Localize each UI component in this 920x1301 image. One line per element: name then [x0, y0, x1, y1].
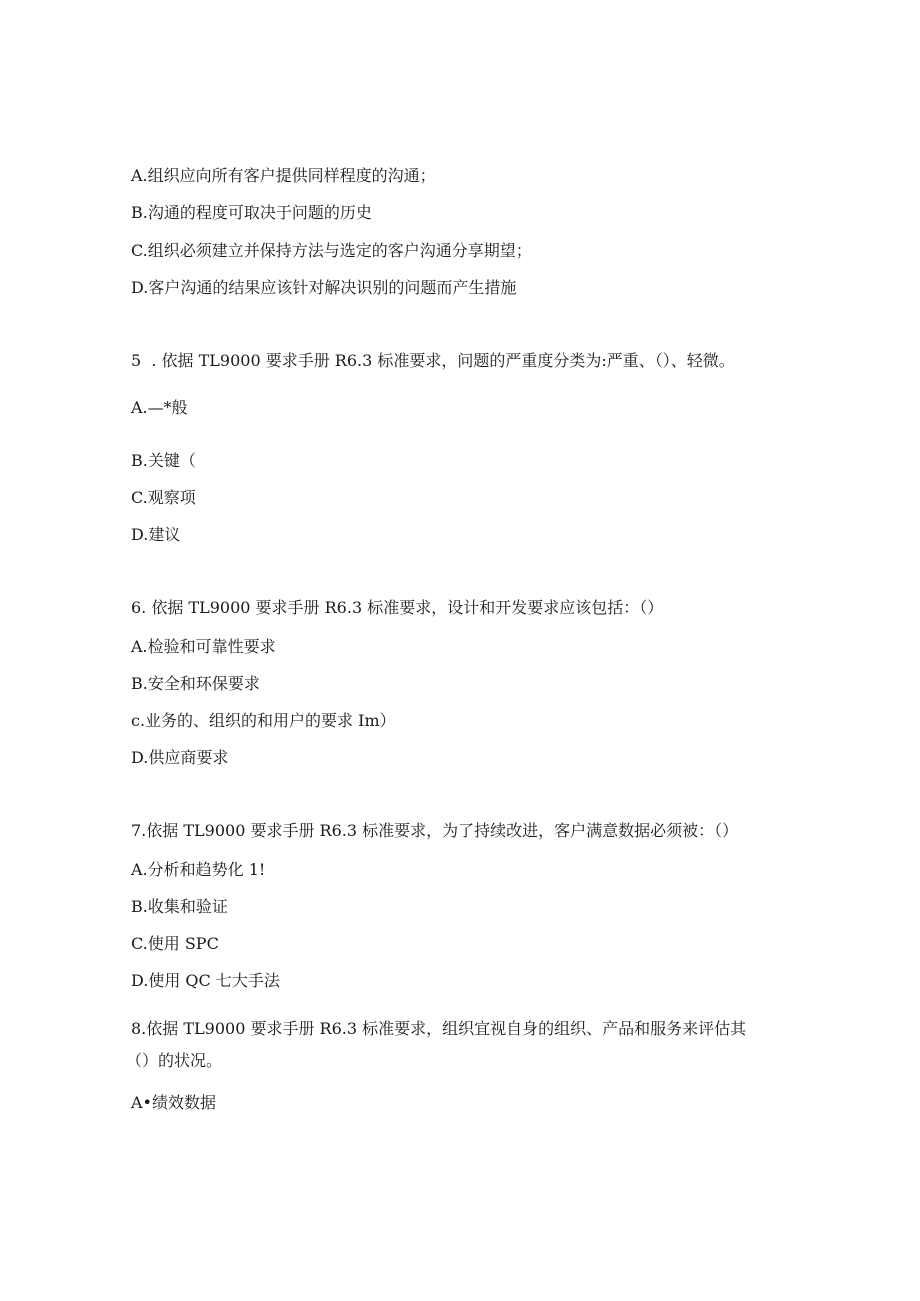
- q6-option-a: A.检验和可靠性要求: [131, 637, 276, 656]
- q5-option-b: B.关键（: [131, 451, 196, 470]
- q5-option-a: A.—*般: [131, 398, 188, 417]
- q6-option-b: B.安全和环保要求: [131, 674, 260, 693]
- q6-option-c: c.业务的、组织的和用户的要求 Im）: [131, 711, 396, 730]
- q5-option-c: C.观察项: [131, 488, 196, 507]
- q8-question-line2: （）的状况。: [126, 1051, 223, 1070]
- q4-option-a: A.组织应向所有客户提供同样程度的沟通；: [131, 166, 436, 185]
- q5-question: 5 . 依据 TL9000 要求手册 R6.3 标准要求，问题的严重度分类为:严重、（）、轻微。: [131, 351, 735, 370]
- q4-option-c: C.组织必须建立并保持方法与选定的客户沟通分享期望；: [131, 241, 532, 260]
- q8-question-line1: 8.依据 TL9000 要求手册 R6.3 标准要求，组织宜视自身的组织、产品和服务来评估其: [131, 1019, 747, 1038]
- q7-option-b: B.收集和验证: [131, 897, 228, 916]
- q4-option-b: B.沟通的程度可取决于问题的历史: [131, 203, 372, 222]
- q5-option-d: D.建议: [131, 525, 181, 544]
- q4-option-d: D.客户沟通的结果应该针对解决识别的问题而产生措施: [131, 278, 517, 297]
- q7-option-d: D.使用 QC 七大手法: [131, 971, 280, 990]
- q7-option-c: C.使用 SPC: [131, 934, 219, 953]
- q6-option-d: D.供应商要求: [131, 748, 229, 767]
- q6-question: 6. 依据 TL9000 要求手册 R6.3 标准要求，设计和开发要求应该包括：（）: [131, 598, 664, 617]
- q8-option-a: A•绩效数据: [131, 1093, 216, 1112]
- q7-question: 7.依据 TL9000 要求手册 R6.3 标准要求，为了持续改进，客户满意数据必须被：（）: [131, 821, 739, 840]
- q7-option-a: A.分析和趋势化 1!: [131, 860, 266, 879]
